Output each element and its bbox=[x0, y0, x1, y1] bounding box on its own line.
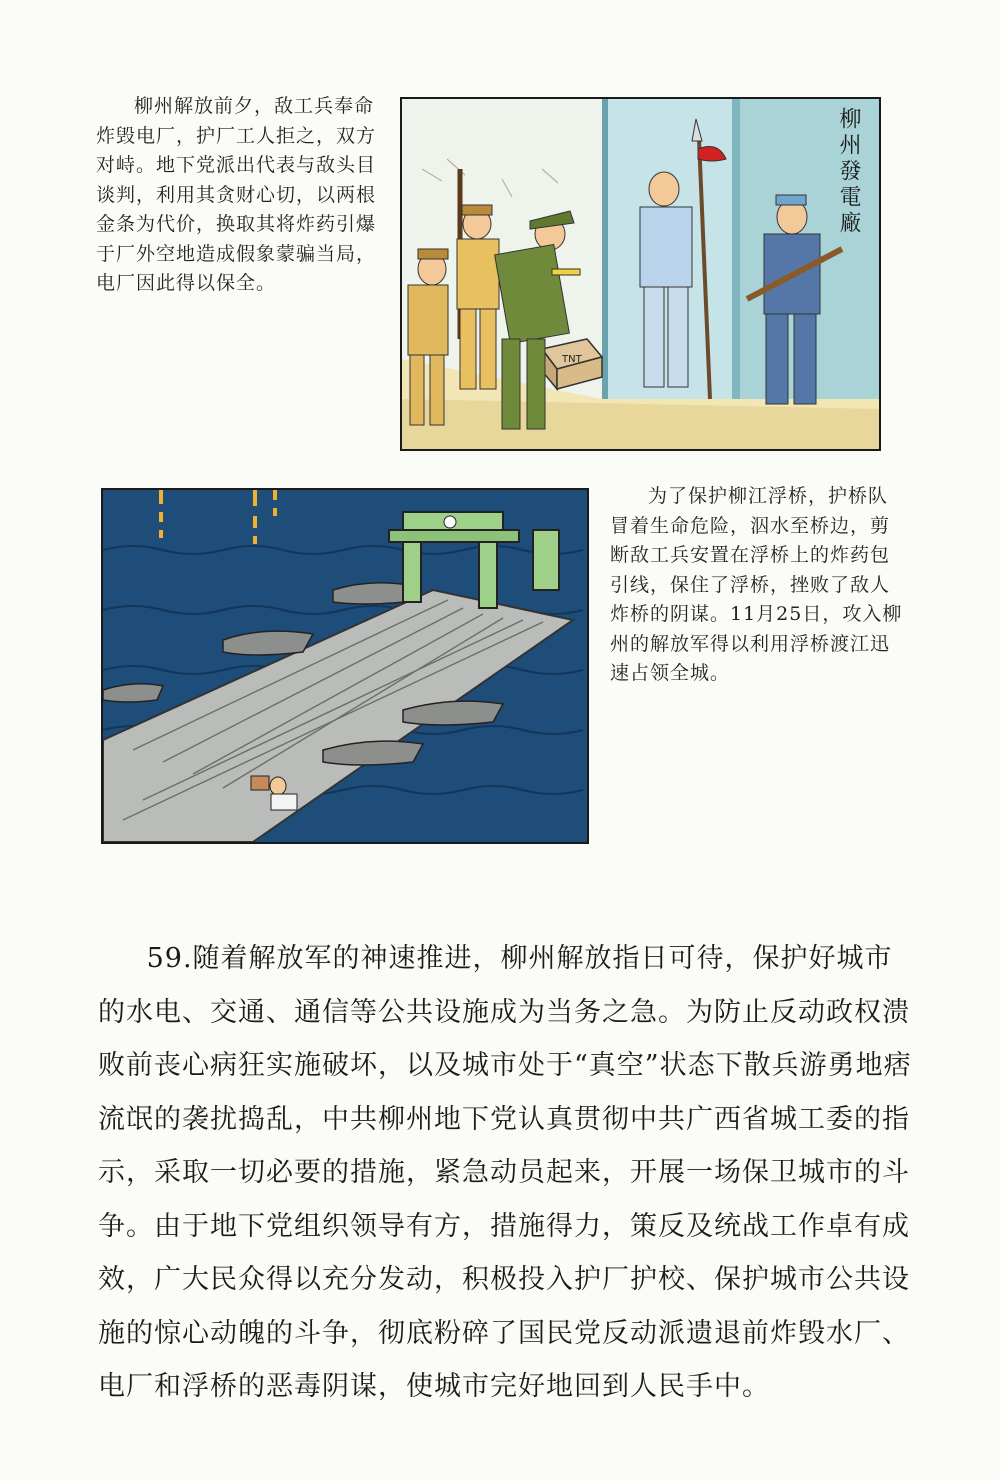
caption-top-text: 柳州解放前夕，敌工兵奉命炸毁电厂，护厂工人拒之，双方对峙。地下党派出代表与敌头目谈判，利用其贪财心切，以两根金条为代价，换取其将炸药引爆于厂外空地造成假象蒙骗当局，电厂因此得以保全。 bbox=[96, 95, 377, 294]
power-plant-scene bbox=[402, 99, 879, 449]
caption-bottom bbox=[610, 482, 906, 689]
plant-sign: 柳州發電廠 bbox=[836, 107, 861, 237]
illustration-power-plant bbox=[400, 97, 881, 451]
tnt-label: TNT bbox=[562, 354, 582, 365]
main-paragraph bbox=[98, 932, 913, 1414]
caption-bottom-text: 为了保护柳江浮桥，护桥队冒着生命危险，泅水至桥边，剪断敌工兵安置在浮桥上的炸药包引线，保住了浮桥，挫败了敌人炸桥的阴谋。11月25日，攻入柳州的解放军得以利用浮桥渡江迅速占领全城。 bbox=[610, 485, 903, 684]
illustration-floating-bridge bbox=[101, 488, 589, 844]
main-paragraph-text: 59.随着解放军的神速推进，柳州解放指日可待，保护好城市的水电、交通、通信等公共设施成为当务之急。为防止反动政权溃败前丧心病狂实施破坏，以及城市处于“真空”状态下散兵游勇地痞流氓的袭扰捣乱，中共柳州地下党认真贯彻中共广西省城工委的指示，采取一切必要的措施，紧急动员起来，开展一场保卫城市的斗争。由于地下党组织领导有方，措施得力，策反及统战工作卓有成效，广大民众得以充分发动，积极投入护厂护校、保护城市公共设施的惊心动魄的斗争，彻底粉碎了国民党反动派遗退前炸毁水厂、电厂和浮桥的恶毒阴谋，使城市完好地回到人民手中。 bbox=[98, 943, 912, 1402]
caption-top bbox=[96, 92, 386, 299]
floating-bridge-scene bbox=[103, 490, 587, 842]
